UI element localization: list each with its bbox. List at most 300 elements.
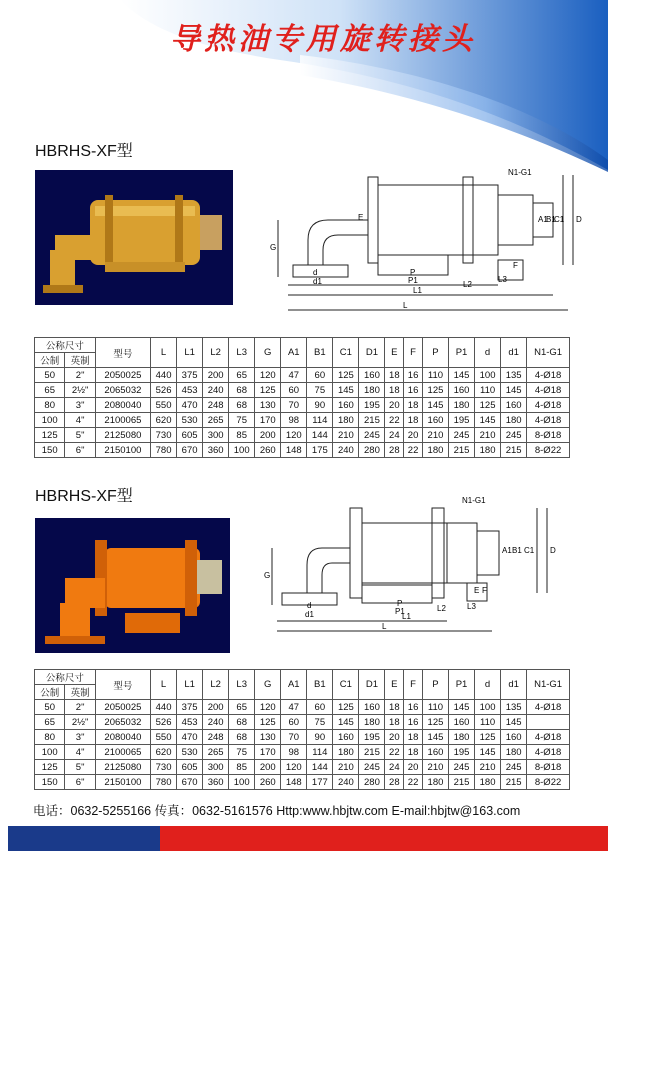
table-cell: 28 xyxy=(385,443,404,458)
table-cell: 2050025 xyxy=(95,368,150,383)
table-cell: 2050025 xyxy=(95,700,150,715)
table-cell: 550 xyxy=(151,730,177,745)
table-cell: 75 xyxy=(229,413,255,428)
table-cell: 210 xyxy=(475,428,501,443)
table-cell: 100 xyxy=(475,368,501,383)
table-cell: 160 xyxy=(359,368,385,383)
th-nominal-size: 公称尺寸 xyxy=(35,670,96,685)
th-col: A1 xyxy=(281,338,307,368)
spec-table-2-body xyxy=(35,700,570,790)
table-cell: 526 xyxy=(151,715,177,730)
table-cell: 248 xyxy=(203,398,229,413)
table-cell: 68 xyxy=(229,730,255,745)
table-cell: 245 xyxy=(501,760,527,775)
table-cell: 180 xyxy=(449,398,475,413)
table-cell: 98 xyxy=(281,745,307,760)
technical-drawing-1 xyxy=(268,165,588,315)
drawing-label-n1g1: N1-G1 xyxy=(508,168,532,177)
table-cell: 5" xyxy=(65,428,95,443)
th-imperial: 英制 xyxy=(65,685,95,700)
table-cell: 3" xyxy=(65,398,95,413)
table-cell: 20 xyxy=(385,398,404,413)
table-cell: 85 xyxy=(229,760,255,775)
table-cell: 20 xyxy=(404,428,423,443)
th-col: L1 xyxy=(177,338,203,368)
table-cell: 68 xyxy=(229,715,255,730)
table-row xyxy=(35,398,570,413)
table-cell: 2" xyxy=(65,700,95,715)
drawing2-label-p: P xyxy=(397,599,403,608)
table-cell: 375 xyxy=(177,368,203,383)
table-cell: 145 xyxy=(422,730,448,745)
table-cell: 526 xyxy=(151,383,177,398)
table-cell: 3" xyxy=(65,730,95,745)
table-cell: 170 xyxy=(255,745,281,760)
th-col: F xyxy=(404,338,423,368)
th-col: L2 xyxy=(203,670,229,700)
th-model-no: 型号 xyxy=(95,338,150,368)
th-col: d1 xyxy=(501,670,527,700)
th-col: L xyxy=(151,338,177,368)
table-cell xyxy=(527,715,570,730)
table-cell: 24 xyxy=(385,760,404,775)
table-cell: 180 xyxy=(422,443,448,458)
th-nominal-size: 公称尺寸 xyxy=(35,338,96,353)
table-cell: 125 xyxy=(422,383,448,398)
table-cell: 20 xyxy=(404,760,423,775)
table-row xyxy=(35,368,570,383)
table-cell: 4-Ø18 xyxy=(527,383,570,398)
table-cell: 16 xyxy=(404,383,423,398)
technical-drawing-2 xyxy=(262,493,562,638)
table-cell: 440 xyxy=(151,700,177,715)
drawing2-label-f: F xyxy=(482,586,487,595)
table-cell: 110 xyxy=(422,368,448,383)
table-cell: 180 xyxy=(422,775,448,790)
th-col: G xyxy=(255,338,281,368)
table-cell: 120 xyxy=(281,760,307,775)
table-cell: 2125080 xyxy=(95,428,150,443)
table-cell: 180 xyxy=(333,413,359,428)
drawing2-label-e: E xyxy=(474,586,480,595)
table-cell: 780 xyxy=(151,443,177,458)
th-col: L2 xyxy=(203,338,229,368)
table-cell: 210 xyxy=(475,760,501,775)
table-cell: 18 xyxy=(404,413,423,428)
table-cell: 160 xyxy=(501,398,527,413)
table-cell: 125 xyxy=(255,383,281,398)
table-cell: 210 xyxy=(422,428,448,443)
table-cell: 150 xyxy=(35,775,65,790)
table-cell: 65 xyxy=(229,368,255,383)
table-cell: 240 xyxy=(203,383,229,398)
th-col: P1 xyxy=(449,338,475,368)
table-cell: 180 xyxy=(475,443,501,458)
table-cell: 16 xyxy=(404,700,423,715)
table-cell: 175 xyxy=(307,443,333,458)
th-col: d1 xyxy=(501,338,527,368)
drawing-label-f: F xyxy=(513,261,518,270)
drawing2-label-l1: L1 xyxy=(402,612,411,621)
table-cell: 100 xyxy=(229,443,255,458)
table-cell: 2125080 xyxy=(95,760,150,775)
drawing2-label-l2: L2 xyxy=(437,604,446,613)
table-cell: 60 xyxy=(281,715,307,730)
th-col: D1 xyxy=(359,670,385,700)
table-cell: 110 xyxy=(475,383,501,398)
table-cell: 240 xyxy=(203,715,229,730)
table-cell: 265 xyxy=(203,413,229,428)
table-cell: 2½" xyxy=(65,383,95,398)
table-cell: 24 xyxy=(385,428,404,443)
table-cell: 375 xyxy=(177,700,203,715)
table-cell: 200 xyxy=(203,368,229,383)
table-cell: 120 xyxy=(255,700,281,715)
table-cell: 605 xyxy=(177,760,203,775)
table-row xyxy=(35,715,570,730)
table-cell: 160 xyxy=(501,730,527,745)
table-cell: 22 xyxy=(385,413,404,428)
spec-table-2 xyxy=(34,669,570,790)
table-cell: 200 xyxy=(255,428,281,443)
table-cell: 125 xyxy=(475,398,501,413)
table-cell: 780 xyxy=(151,775,177,790)
model-title-2: HBRHS-XF型 xyxy=(35,488,133,505)
table-cell: 50 xyxy=(35,700,65,715)
table-cell: 18 xyxy=(404,398,423,413)
drawing-label-c1: C1 xyxy=(554,215,565,224)
table-cell: 135 xyxy=(501,700,527,715)
table-cell: 215 xyxy=(501,443,527,458)
drawing-label-d: d xyxy=(313,268,318,277)
drawing2-label-c1: C1 xyxy=(524,546,535,555)
table-cell: 22 xyxy=(385,745,404,760)
table-cell: 65 xyxy=(35,383,65,398)
table-cell: 148 xyxy=(281,775,307,790)
table-cell: 360 xyxy=(203,775,229,790)
table-cell: 210 xyxy=(422,760,448,775)
table-cell: 16 xyxy=(404,715,423,730)
table-cell: 8-Ø18 xyxy=(527,428,570,443)
table-cell: 180 xyxy=(359,715,385,730)
table-cell: 18 xyxy=(385,368,404,383)
table-cell: 47 xyxy=(281,700,307,715)
th-imperial: 英制 xyxy=(65,353,95,368)
table-cell: 300 xyxy=(203,428,229,443)
table-cell: 130 xyxy=(255,398,281,413)
table-cell: 145 xyxy=(422,398,448,413)
table-cell: 200 xyxy=(255,760,281,775)
th-col: L1 xyxy=(177,670,203,700)
table-cell: 70 xyxy=(281,730,307,745)
table-cell: 530 xyxy=(177,745,203,760)
drawing2-label-d: d xyxy=(307,601,312,610)
table-cell: 215 xyxy=(449,775,475,790)
table-cell: 18 xyxy=(385,700,404,715)
table-cell: 605 xyxy=(177,428,203,443)
product-photo-2 xyxy=(35,518,230,653)
table-cell: 620 xyxy=(151,413,177,428)
table-row xyxy=(35,730,570,745)
th-col: C1 xyxy=(333,338,359,368)
table-cell: 2" xyxy=(65,368,95,383)
table-cell: 160 xyxy=(359,700,385,715)
table-cell: 22 xyxy=(404,775,423,790)
table-cell: 160 xyxy=(422,745,448,760)
table-cell: 195 xyxy=(359,730,385,745)
table-row xyxy=(35,775,570,790)
th-col: N1-G1 xyxy=(527,338,570,368)
table-cell: 16 xyxy=(404,368,423,383)
table-cell: 620 xyxy=(151,745,177,760)
table-cell: 4-Ø18 xyxy=(527,368,570,383)
table-cell: 470 xyxy=(177,398,203,413)
table-cell: 180 xyxy=(475,775,501,790)
drawing-label-l2: L2 xyxy=(463,280,472,289)
table-cell: 135 xyxy=(501,368,527,383)
th-col: N1-G1 xyxy=(527,670,570,700)
table-cell: 47 xyxy=(281,368,307,383)
table-cell: 670 xyxy=(177,775,203,790)
table-cell: 114 xyxy=(307,413,333,428)
table-cell: 145 xyxy=(501,383,527,398)
table-cell: 730 xyxy=(151,760,177,775)
drawing-label-l: L xyxy=(403,301,408,310)
table-cell: 260 xyxy=(255,443,281,458)
contact-info: 电话：0632-5255166 传真：0632-5161576 Http:www.hbjtw.com E-mail:hbjtw@163.com xyxy=(33,804,521,818)
table-row xyxy=(35,700,570,715)
table-cell: 160 xyxy=(449,383,475,398)
th-model-no: 型号 xyxy=(95,670,150,700)
table-cell: 125 xyxy=(333,368,359,383)
table-cell: 75 xyxy=(307,715,333,730)
table-cell: 245 xyxy=(359,428,385,443)
table-cell: 453 xyxy=(177,715,203,730)
table-cell: 4-Ø18 xyxy=(527,730,570,745)
table-cell: 4-Ø18 xyxy=(527,413,570,428)
table-cell: 240 xyxy=(333,775,359,790)
table-cell: 160 xyxy=(422,413,448,428)
table-cell: 4-Ø18 xyxy=(527,700,570,715)
drawing2-label-l: L xyxy=(382,622,387,631)
drawing-label-l3: L3 xyxy=(498,275,507,284)
footer-bar-red xyxy=(160,826,608,851)
drawing2-label-p1: P1 xyxy=(395,607,405,616)
table-cell: 145 xyxy=(449,700,475,715)
drawing-label-l1: L1 xyxy=(413,286,422,295)
table-cell: 245 xyxy=(449,760,475,775)
spec-table-1-body xyxy=(35,368,570,458)
table-cell: 170 xyxy=(255,413,281,428)
table-cell: 75 xyxy=(229,745,255,760)
table-cell: 180 xyxy=(501,745,527,760)
th-col: d xyxy=(475,338,501,368)
table-cell: 145 xyxy=(475,413,501,428)
table-cell: 18 xyxy=(404,730,423,745)
table-cell: 5" xyxy=(65,760,95,775)
table-cell: 240 xyxy=(333,443,359,458)
table-cell: 245 xyxy=(449,428,475,443)
table-cell: 4" xyxy=(65,413,95,428)
drawing-label-e: E xyxy=(358,213,364,222)
table-cell: 8-Ø22 xyxy=(527,443,570,458)
table-cell: 150 xyxy=(35,443,65,458)
table-cell: 440 xyxy=(151,368,177,383)
table-cell: 4-Ø18 xyxy=(527,745,570,760)
th-col: B1 xyxy=(307,670,333,700)
table-cell: 145 xyxy=(333,383,359,398)
table-cell: 177 xyxy=(307,775,333,790)
table-cell: 215 xyxy=(359,745,385,760)
table-cell: 100 xyxy=(35,745,65,760)
drawing-label-p: P xyxy=(410,268,416,277)
th-col: d xyxy=(475,670,501,700)
table-cell: 160 xyxy=(333,730,359,745)
table-cell: 100 xyxy=(35,413,65,428)
table-cell: 4" xyxy=(65,745,95,760)
drawing2-label-d1: d1 xyxy=(305,610,314,619)
drawing2-label-d-dim: D xyxy=(550,546,556,555)
drawing2-label-l3: L3 xyxy=(467,602,476,611)
table-cell: 248 xyxy=(203,730,229,745)
table-cell: 2080040 xyxy=(95,398,150,413)
table-row xyxy=(35,383,570,398)
table-cell: 280 xyxy=(359,775,385,790)
table-cell: 200 xyxy=(203,700,229,715)
table-cell: 180 xyxy=(449,730,475,745)
table-cell: 145 xyxy=(449,368,475,383)
table-cell: 70 xyxy=(281,398,307,413)
th-col: P xyxy=(422,670,448,700)
table-cell: 120 xyxy=(255,368,281,383)
table-cell: 245 xyxy=(359,760,385,775)
table-cell: 195 xyxy=(449,745,475,760)
table-cell: 360 xyxy=(203,443,229,458)
drawing-label-d-dim: D xyxy=(576,215,582,224)
table-cell: 110 xyxy=(475,715,501,730)
table-cell: 4-Ø18 xyxy=(527,398,570,413)
table-cell: 130 xyxy=(255,730,281,745)
page-title: 导热油专用旋转接头 xyxy=(170,22,476,57)
table-cell: 80 xyxy=(35,730,65,745)
th-col: A1 xyxy=(281,670,307,700)
table-cell: 65 xyxy=(229,700,255,715)
table-cell: 75 xyxy=(307,383,333,398)
drawing-label-a1: A1 xyxy=(538,215,548,224)
table-cell: 114 xyxy=(307,745,333,760)
table-cell: 280 xyxy=(359,443,385,458)
table-cell: 125 xyxy=(255,715,281,730)
table-cell: 215 xyxy=(449,443,475,458)
drawing-label-b1: B1 xyxy=(546,215,556,224)
table-cell: 2065032 xyxy=(95,383,150,398)
drawing2-label-a1: A1 xyxy=(502,546,512,555)
table-cell: 6" xyxy=(65,443,95,458)
table-cell: 8-Ø18 xyxy=(527,760,570,775)
table-cell: 210 xyxy=(333,428,359,443)
table-cell: 730 xyxy=(151,428,177,443)
table-cell: 18 xyxy=(404,745,423,760)
table-cell: 98 xyxy=(281,413,307,428)
table-cell: 144 xyxy=(307,760,333,775)
table-cell: 2150100 xyxy=(95,775,150,790)
table-cell: 100 xyxy=(475,700,501,715)
table-cell: 125 xyxy=(333,700,359,715)
table-cell: 180 xyxy=(501,413,527,428)
drawing-label-d1: d1 xyxy=(313,277,322,286)
drawing2-label-b1: B1 xyxy=(512,546,522,555)
th-col: C1 xyxy=(333,670,359,700)
th-col: P1 xyxy=(449,670,475,700)
th-col: L3 xyxy=(229,670,255,700)
table-cell: 125 xyxy=(35,428,65,443)
table-cell: 210 xyxy=(333,760,359,775)
table-cell: 160 xyxy=(449,715,475,730)
table-row xyxy=(35,428,570,443)
table-cell: 300 xyxy=(203,760,229,775)
table-cell: 90 xyxy=(307,398,333,413)
table-row xyxy=(35,760,570,775)
table-cell: 453 xyxy=(177,383,203,398)
table-cell: 180 xyxy=(333,745,359,760)
footer-bar-blue xyxy=(8,826,160,851)
table-cell: 180 xyxy=(359,383,385,398)
table-cell: 125 xyxy=(422,715,448,730)
table-cell: 195 xyxy=(359,398,385,413)
th-col: L xyxy=(151,670,177,700)
model-title-1: HBRHS-XF型 xyxy=(35,143,133,160)
th-col: G xyxy=(255,670,281,700)
table-cell: 2100065 xyxy=(95,413,150,428)
table-cell: 85 xyxy=(229,428,255,443)
table-cell: 60 xyxy=(281,383,307,398)
spec-table-1 xyxy=(34,337,570,458)
drawing2-label-n1g1: N1-G1 xyxy=(462,496,486,505)
table-row xyxy=(35,413,570,428)
table-cell: 20 xyxy=(385,730,404,745)
table-cell: 2065032 xyxy=(95,715,150,730)
table-cell: 144 xyxy=(307,428,333,443)
table-cell: 2080040 xyxy=(95,730,150,745)
table-cell: 265 xyxy=(203,745,229,760)
drawing-label-p1: P1 xyxy=(408,276,418,285)
table-cell: 8-Ø22 xyxy=(527,775,570,790)
table-cell: 215 xyxy=(501,775,527,790)
table-cell: 260 xyxy=(255,775,281,790)
table-cell: 245 xyxy=(501,428,527,443)
table-cell: 215 xyxy=(359,413,385,428)
table-cell: 145 xyxy=(501,715,527,730)
table-cell: 18 xyxy=(385,715,404,730)
table-cell: 90 xyxy=(307,730,333,745)
table-cell: 28 xyxy=(385,775,404,790)
table-cell: 670 xyxy=(177,443,203,458)
th-metric: 公制 xyxy=(35,353,65,368)
table-cell: 160 xyxy=(333,398,359,413)
table-cell: 100 xyxy=(229,775,255,790)
th-col: E xyxy=(385,670,404,700)
table-cell: 68 xyxy=(229,383,255,398)
table-cell: 2½" xyxy=(65,715,95,730)
table-row xyxy=(35,745,570,760)
table-cell: 18 xyxy=(385,383,404,398)
th-metric: 公制 xyxy=(35,685,65,700)
table-cell: 470 xyxy=(177,730,203,745)
table-cell: 145 xyxy=(333,715,359,730)
table-cell: 50 xyxy=(35,368,65,383)
th-col: B1 xyxy=(307,338,333,368)
table-cell: 80 xyxy=(35,398,65,413)
